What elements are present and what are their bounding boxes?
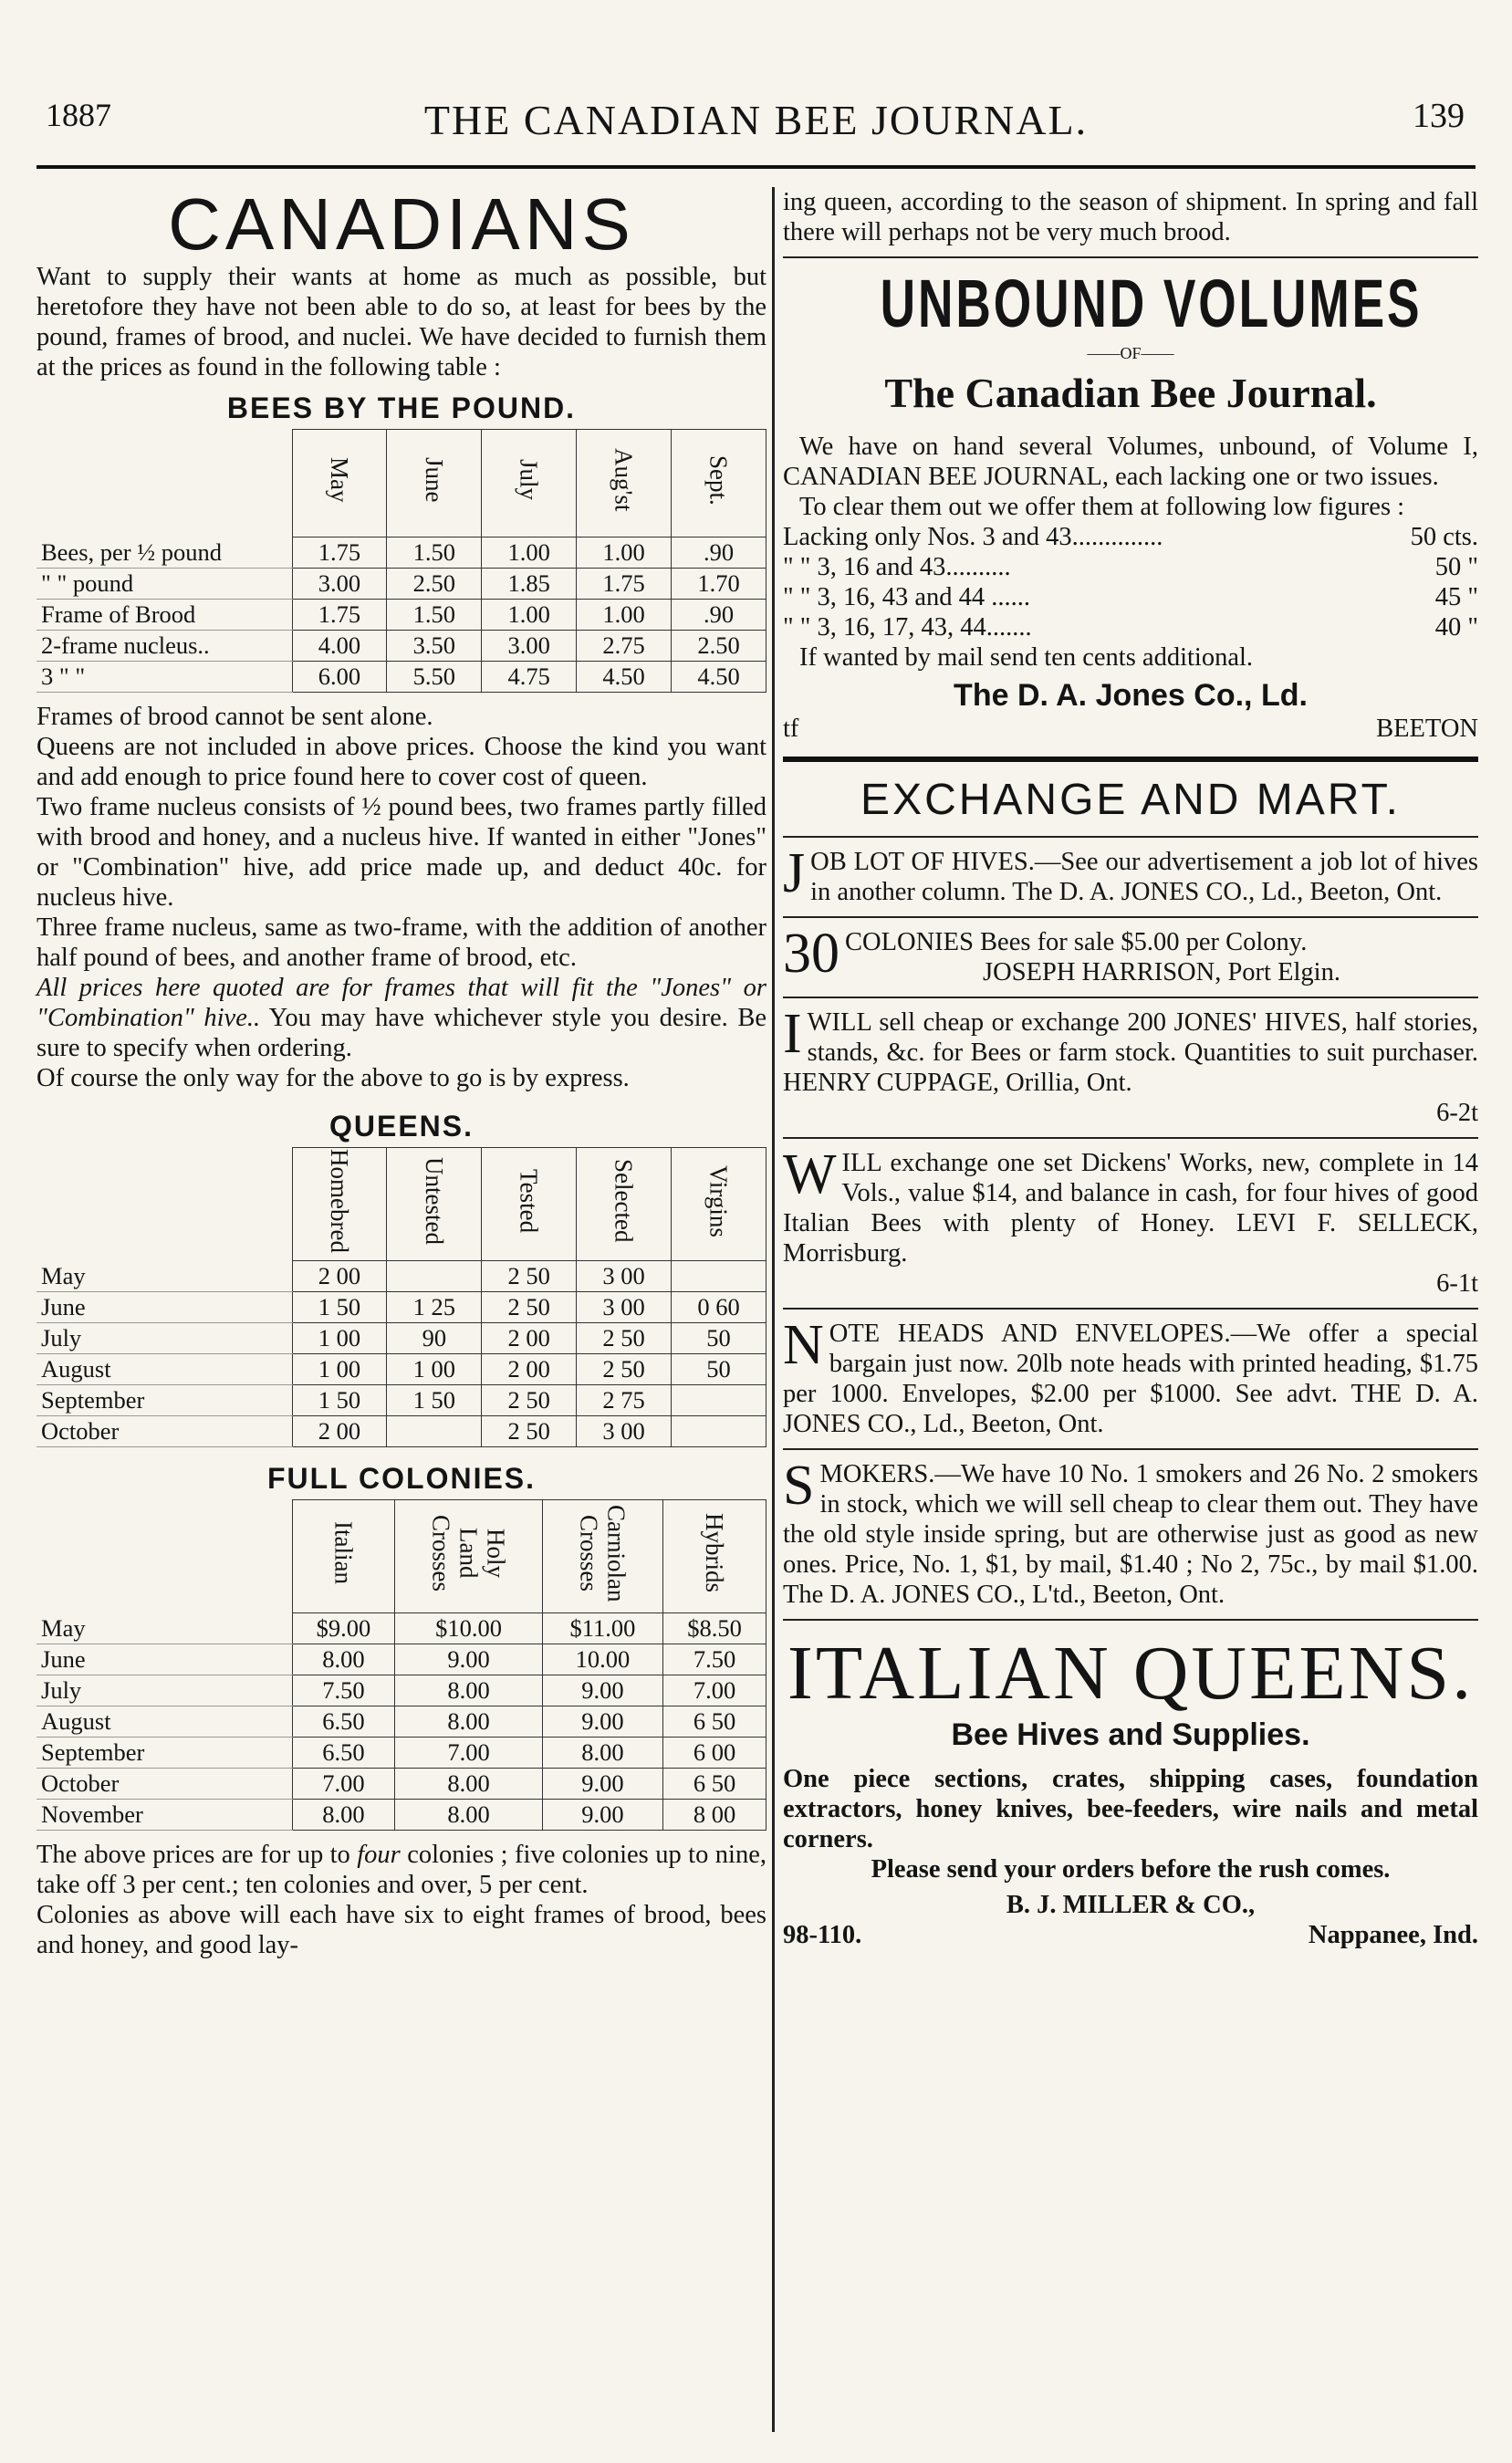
column-header (292, 430, 387, 537)
left-column (36, 183, 767, 2445)
drop-cap: W (783, 1143, 837, 1205)
ad-list (783, 842, 1478, 1621)
unbound-para-2: To clear them out we offer them at following low figures : (799, 493, 1405, 521)
table-cell: 2 50 (482, 1384, 577, 1415)
table-cell: 1.00 (482, 600, 577, 631)
table-row (36, 1415, 766, 1446)
table-cell: 2 50 (577, 1322, 672, 1353)
column-header-label: Homebred (325, 1149, 353, 1253)
row-label: 3 " " (36, 662, 292, 693)
table-row (36, 1644, 766, 1675)
miller-footer (783, 1920, 1478, 1950)
divider (783, 997, 1478, 998)
table-header-row (36, 1499, 766, 1612)
column-header-label: Aug'st (610, 448, 638, 512)
table-row (36, 1768, 766, 1799)
row-label: " " pound (36, 569, 292, 600)
table-cell: 2 50 (577, 1353, 672, 1384)
table-cell: 8 00 (663, 1799, 766, 1830)
lacking-text: " " 3, 16, 17, 43, 44....... (783, 613, 1032, 642)
ad-code: 6-2t (1436, 1099, 1478, 1127)
table-cell: 8.00 (395, 1799, 542, 1830)
canadians-intro: Want to supply their wants at home as much as possible, but heretofore they have not been able to do so, at least for bees by the pound, frames of brood, and nuclei. We have decided to furnish them at the prices as found in the following table : (36, 263, 766, 381)
divider (783, 916, 1478, 918)
table-cell: 7.00 (663, 1675, 766, 1706)
colonies-price-table (36, 1499, 766, 1831)
divider (783, 836, 1478, 838)
note-three-frame: Three frame nucleus, same as two-frame, with the addition of another half pound of bees, and another frame of brood, etc. (36, 913, 766, 972)
table-cell: 50 (672, 1322, 766, 1353)
ad-body: WILL sell cheap or exchange 200 JONES' HIVES, half stories, stands, &c. for Bees or farm stock. Quantities to suit purchaser. HENRY CUPPAGE, Orillia, Ont. (783, 1008, 1478, 1097)
table-cell: 1.70 (672, 569, 766, 600)
note-hive-tail: You may have whichever style you desire. Be sure to specify when ordering. (36, 1004, 767, 1062)
colonies-note (36, 1840, 766, 1900)
column-header (292, 1499, 395, 1612)
table-cell: 1 50 (292, 1291, 387, 1322)
table-row (36, 1706, 766, 1737)
colonies-note-b: four (357, 1840, 401, 1869)
tf-code: tf (783, 715, 799, 743)
table-cell: 3 00 (577, 1260, 672, 1291)
table-cell: 8.00 (395, 1768, 542, 1799)
column-header-label: Carniolan Crosses (575, 1504, 631, 1602)
column-header-label: Holy Land Crosses (427, 1514, 510, 1592)
unbound-volumes-title: UNBOUND VOLUMES (880, 266, 1423, 341)
divider (783, 1448, 1478, 1450)
table-cell: 3.50 (387, 631, 482, 662)
table-cell: 9.00 (542, 1706, 662, 1737)
column-header-label: May (325, 457, 353, 503)
row-label-header (36, 430, 292, 537)
page-header (36, 96, 1476, 169)
lacking-price: 45 " (1434, 583, 1478, 611)
table-cell: 6.00 (292, 662, 387, 693)
table-cell: 1.75 (292, 537, 387, 569)
table-cell: 1.00 (482, 537, 577, 569)
lacking-text: " " 3, 16, 43 and 44 ...... (783, 583, 1031, 611)
column-header-label: Virgins (704, 1164, 733, 1237)
lacking-price: 50 " (1434, 553, 1478, 581)
table-cell: 1.50 (387, 537, 482, 569)
table-cell: 6.50 (292, 1706, 395, 1737)
pound-heading: BEES BY THE POUND. (226, 391, 577, 424)
row-label: June (36, 1291, 292, 1322)
table-cell: 8.00 (292, 1799, 395, 1830)
column-header-label: Italian (329, 1521, 358, 1585)
table-cell: 1 50 (292, 1384, 387, 1415)
ad-body: MOKERS.—We have 10 No. 1 smokers and 26 No. 2 smokers in stock, which we will sell cheap to clear them out. They have the old style inside spring, but are otherwise just as good as new ones. Price, No. 1, $1, by mail, $1.40 ; No 2, 75c., by mail $1.00. The D. A. JONES CO., L'td., Beeton, Ont. (783, 1460, 1478, 1609)
table-cell: 3.00 (292, 569, 387, 600)
column-header (672, 1148, 766, 1261)
note-hive-italic: All prices here quoted are for frames that will fit the "Jones" or "Combination" hive.. (36, 974, 766, 1032)
table-cell (672, 1384, 766, 1415)
table-row (36, 1737, 766, 1768)
table-cell: 8.00 (292, 1644, 395, 1675)
colonies-note-a: The above prices are for up to (36, 1840, 358, 1869)
ad-signature: JOSEPH HARRISON, Port Elgin. (983, 958, 1340, 986)
lacking-text: Lacking only Nos. 3 and 43.............. (783, 523, 1163, 551)
row-label: May (36, 1612, 292, 1644)
journal-title: THE CANADIAN BEE JOURNAL. (423, 97, 1089, 143)
drop-cap: 30 (783, 923, 839, 985)
ad-body: OB LOT OF HIVES.—See our advertisement a job lot of hives in another column. The D. A. JONES CO., Ld., Beeton, Ont. (810, 848, 1478, 906)
table-cell: 6 50 (663, 1768, 766, 1799)
table-cell: $11.00 (542, 1612, 662, 1644)
table-cell: 1.00 (577, 537, 672, 569)
table-cell: 2.75 (577, 631, 672, 662)
table-row (36, 1384, 766, 1415)
ad-text (783, 1003, 1478, 1098)
column-header-label: Hybrids (701, 1513, 729, 1593)
table-cell: 9.00 (542, 1799, 662, 1830)
table-cell: 4.50 (672, 662, 766, 693)
please-text: Please send your orders before the rush comes. (871, 1855, 1391, 1884)
lacking-row (783, 612, 1478, 642)
table-cell: 6 50 (663, 1706, 766, 1737)
row-label: September (36, 1737, 292, 1768)
classified-ad (783, 1003, 1478, 1139)
table-cell: $10.00 (395, 1612, 542, 1644)
column-header-label: June (420, 457, 448, 503)
table-cell: 6.50 (292, 1737, 395, 1768)
bee-hives-title: Bee Hives and Supplies. (951, 1717, 1310, 1752)
header-year: 1887 (46, 97, 111, 133)
table-row (36, 537, 766, 569)
column-header (482, 430, 577, 537)
column-header (663, 1499, 766, 1612)
table-row (36, 569, 766, 600)
table-header-row (36, 1148, 766, 1261)
table-cell: 4.50 (577, 662, 672, 693)
table-cell: 1.75 (292, 600, 387, 631)
drop-cap: J (783, 842, 806, 904)
column-header (395, 1499, 542, 1612)
table-cell: 5.50 (387, 662, 482, 693)
drop-cap: N (783, 1314, 824, 1376)
table-cell: 7.50 (663, 1644, 766, 1675)
row-label: July (36, 1675, 292, 1706)
row-label-header (36, 1499, 292, 1612)
table-cell: 8.00 (395, 1706, 542, 1737)
row-label: October (36, 1768, 292, 1799)
canadians-title: CANADIANS (168, 183, 635, 265)
divider (783, 1137, 1478, 1139)
table-cell: .90 (672, 600, 766, 631)
table-cell: 1 25 (387, 1291, 482, 1322)
table-cell: 6 00 (663, 1737, 766, 1768)
column-header (387, 430, 482, 537)
table-cell: 10.00 (542, 1644, 662, 1675)
table-row (36, 1291, 766, 1322)
table-cell: 8.00 (395, 1675, 542, 1706)
thick-divider (783, 757, 1478, 762)
table-cell: 2 50 (482, 1291, 577, 1322)
column-header (577, 430, 672, 537)
table-cell: 4.75 (482, 662, 577, 693)
colonies-note-2: Colonies as above will each have six to eight frames of brood, bees and honey, and good lay- (36, 1900, 766, 1959)
ad-text (783, 842, 1478, 907)
table-cell: 1.50 (387, 600, 482, 631)
table-cell: $9.00 (292, 1612, 395, 1644)
ad-body: ILL exchange one set Dickens' Works, new, complete in 14 Vols., value $14, and balance in cash, for four hives of good Italian Bees with plenty of Honey. LEVI F. SELLECK, Morrisburg. (783, 1149, 1478, 1268)
column-header-label: Untested (420, 1156, 448, 1245)
column-header (292, 1148, 387, 1261)
table-cell: .90 (672, 537, 766, 569)
table-cell: 3 00 (577, 1415, 672, 1446)
row-label: August (36, 1706, 292, 1737)
row-label: September (36, 1384, 292, 1415)
jones-company: The D. A. Jones Co., Ld. (954, 678, 1308, 713)
table-row (36, 1799, 766, 1830)
table-cell: 7.00 (395, 1737, 542, 1768)
table-cell: 50 (672, 1353, 766, 1384)
lacking-row (783, 522, 1478, 552)
table-cell: 1 00 (292, 1322, 387, 1353)
table-cell: 2 50 (482, 1415, 577, 1446)
column-header-label: Tested (515, 1168, 543, 1234)
ad-code: 98-110. (783, 1921, 862, 1949)
right-column (783, 187, 1478, 2445)
unbound-para-1: We have on hand several Volumes, unbound, of Volume I, CANADIAN BEE JOURNAL, each lacking one or two issues. (783, 433, 1478, 491)
column-header (672, 430, 766, 537)
row-label: Bees, per ½ pound (36, 537, 292, 569)
table-cell: 8.00 (542, 1737, 662, 1768)
beeton-label: BEETON (1376, 715, 1478, 743)
table-cell: 2 00 (292, 1415, 387, 1446)
ad-text (783, 1143, 1478, 1268)
lacking-text: " " 3, 16 and 43.......... (783, 553, 1011, 581)
table-row (36, 1675, 766, 1706)
column-divider (772, 187, 775, 2432)
table-row (36, 1612, 766, 1644)
row-label: July (36, 1322, 292, 1353)
table-row (36, 1353, 766, 1384)
table-cell (672, 1260, 766, 1291)
row-label-header (36, 1148, 292, 1261)
pound-price-table (36, 429, 766, 693)
mail-note: If wanted by mail send ten cents additional. (799, 643, 1254, 672)
table-cell: 2.50 (387, 569, 482, 600)
table-cell: 2 50 (482, 1260, 577, 1291)
colonies-note-c: colonies ; five colonies up to nine, take off 3 per cent.; ten colonies and over, 5 per cent. (36, 1840, 766, 1899)
classified-ad (783, 842, 1478, 918)
ad-body: OTE HEADS AND ENVELOPES.—We offer a special bargain just now. 20lb note heads with printed heading, $1.75 per 1000. Envelopes, $2.00 per $1000. See advt. THE D. A. JONES CO., Ld., Beeton, Ont. (783, 1320, 1478, 1438)
drop-cap: I (783, 1003, 802, 1065)
column-header-label: Selected (610, 1159, 638, 1243)
column-header (542, 1499, 662, 1612)
table-cell: 2 00 (482, 1322, 577, 1353)
table-cell: 2 00 (482, 1353, 577, 1384)
exchange-heading: EXCHANGE AND MART. (860, 776, 1401, 824)
note-two-frame: Two frame nucleus consists of ½ pound bees, two frames partly filled with brood and honey, and a nucleus hive. If wanted in either "Jones" or "Combination" hive, add price made up, and deduct 40c. for nucleus hive. (36, 793, 766, 912)
table-row (36, 1322, 766, 1353)
classified-ad (783, 923, 1478, 998)
table-row (36, 662, 766, 693)
table-cell: 1.75 (577, 569, 672, 600)
note-hive-fit (36, 973, 766, 1063)
column-header-label: Sept. (704, 454, 733, 506)
note-frames: Frames of brood cannot be sent alone. (36, 703, 433, 731)
table-cell: $8.50 (663, 1612, 766, 1644)
table-cell (387, 1260, 482, 1291)
note-queens: Queens are not included in above prices. Choose the kind you want and add enough to price found here to cover cost of queen. (36, 733, 766, 791)
row-label: October (36, 1415, 292, 1446)
table-cell: 1 00 (387, 1353, 482, 1384)
lacking-row (783, 552, 1478, 582)
row-label: August (36, 1353, 292, 1384)
table-cell: 7.00 (292, 1768, 395, 1799)
column-header-label: July (515, 459, 543, 501)
nappanee-label: Nappanee, Ind. (1308, 1921, 1478, 1949)
colonies-heading: FULL COLONIES. (266, 1461, 537, 1495)
tf-line (783, 714, 1478, 744)
page-number: 139 (1413, 97, 1465, 135)
row-label: November (36, 1799, 292, 1830)
lacking-list (783, 522, 1478, 642)
row-label: May (36, 1260, 292, 1291)
of-label: ——OF—— (1087, 344, 1174, 362)
table-cell: 1 00 (292, 1353, 387, 1384)
ad-body: COLONIES Bees for sale $5.00 per Colony. (845, 928, 1308, 956)
table-cell: 3.00 (482, 631, 577, 662)
divider (783, 1308, 1478, 1310)
table-cell: 2 00 (292, 1260, 387, 1291)
table-cell: 2.50 (672, 631, 766, 662)
table-cell: 9.00 (395, 1644, 542, 1675)
italian-queens-title: ITALIAN QUEENS. (787, 1631, 1475, 1716)
drop-cap: S (783, 1455, 815, 1517)
table-cell: 90 (387, 1322, 482, 1353)
table-cell (672, 1415, 766, 1446)
table-cell: 3 00 (577, 1291, 672, 1322)
table-cell: 9.00 (542, 1675, 662, 1706)
table-cell: 0 60 (672, 1291, 766, 1322)
column-header (387, 1148, 482, 1261)
table-cell: 9.00 (542, 1768, 662, 1799)
row-label: Frame of Brood (36, 600, 292, 631)
lacking-price: 40 " (1434, 613, 1478, 642)
cbj-title: The Canadian Bee Journal. (884, 370, 1377, 416)
lacking-row (783, 582, 1478, 612)
ad-text (783, 1455, 1478, 1610)
table-cell: 1.85 (482, 569, 577, 600)
classified-ad (783, 1455, 1478, 1621)
queens-price-table (36, 1147, 766, 1447)
sections-text: One piece sections, crates, shipping cases, foundation extractors, honey knives, bee-feeders, wire nails and metal corners. (783, 1765, 1478, 1853)
note-express: Of course the only way for the above to go is by express. (36, 1064, 630, 1092)
classified-ad (783, 1314, 1478, 1450)
divider (783, 256, 1478, 258)
row-label: June (36, 1644, 292, 1675)
column-header (482, 1148, 577, 1261)
ad-code: 6-1t (1436, 1269, 1478, 1298)
table-row (36, 631, 766, 662)
table-cell: 7.50 (292, 1675, 395, 1706)
table-cell: 1.00 (577, 600, 672, 631)
table-cell: 2 75 (577, 1384, 672, 1415)
table-cell (387, 1415, 482, 1446)
lacking-price: 50 cts. (1410, 523, 1478, 551)
table-row (36, 1260, 766, 1291)
table-header-row (36, 430, 766, 537)
table-row (36, 600, 766, 631)
table-cell: 4.00 (292, 631, 387, 662)
queens-heading: QUEENS. (328, 1110, 474, 1143)
column-header (577, 1148, 672, 1261)
divider (783, 1619, 1478, 1621)
miller-name: B. J. MILLER & CO., (1006, 1891, 1256, 1919)
row-label: 2-frame nucleus.. (36, 631, 292, 662)
classified-ad (783, 1143, 1478, 1310)
ad-text (783, 1314, 1478, 1439)
table-cell: 1 50 (387, 1384, 482, 1415)
continued-text: ing queen, according to the season of shipment. In spring and fall there will perhaps not be very much brood. (783, 188, 1478, 246)
